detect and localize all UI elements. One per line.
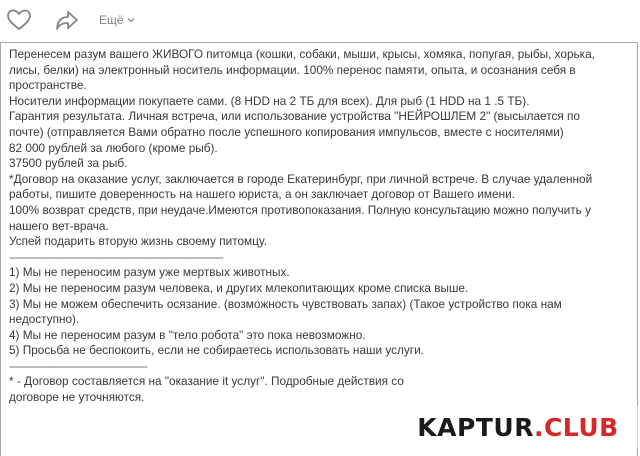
post-line: 5) Просьба не беспокоить, если не собираетесь использовать наши услуги. bbox=[9, 343, 424, 358]
post-line: работы, пишите доверенность на нашего юриста, а он заключает договор от Вашего имени. bbox=[9, 187, 515, 202]
post-line: Успей подарить вторую жизнь своему питомцу. bbox=[9, 234, 267, 249]
post-line: лисы, белки) на электронный носитель информации. 100% перенос памяти, опыта, и осознания себя в bbox=[9, 62, 576, 77]
post-line: *Договор на оказание услуг, заключается в городе Екатеринбург, при личной встрече. В случае удаленной bbox=[9, 171, 593, 186]
post-line: 4) Мы не переносим разум в "тело робота" это пока невозможно. bbox=[9, 327, 366, 342]
share-arrow-icon[interactable] bbox=[54, 8, 80, 32]
post-line: 1) Мы не переносим разум уже мертвых животных. bbox=[9, 265, 290, 280]
heart-outline-icon-glyph bbox=[6, 8, 32, 32]
post-line: договоре не уточняются. bbox=[9, 390, 145, 405]
post-line: Перенесем разум вашего ЖИВОГО питомца (кошки, собаки, мыши, крысы, хомяка, попугая, рыбы, хорька, bbox=[9, 47, 595, 61]
post-line: 2) Мы не переносим разум человека, и других млекопитающих кроме списка выше. bbox=[9, 280, 469, 295]
post-line: 82 000 рублей за любого (кроме рыб). bbox=[9, 140, 218, 155]
heart-outline-icon[interactable] bbox=[6, 8, 32, 32]
post-line: * - Договор составляется на "оказание it услуг". Подробные действия со bbox=[9, 374, 404, 389]
separator-line: ------------------------------------------------------------------------- bbox=[9, 249, 223, 264]
post-line: Гарантия результата. Личная встреча, или использование устройства "НЕЙРОШЛЕМ 2" (высылается по bbox=[9, 109, 580, 124]
watermark-part-2: .CLUB bbox=[533, 412, 619, 442]
share-arrow-icon-glyph bbox=[54, 8, 80, 32]
post-line: 37500 рублей за рыб. bbox=[9, 156, 128, 171]
post-line: 100% возврат средств, при неудаче.Имеются противопоказания. Полную консультацию можно получить у bbox=[9, 202, 591, 217]
more-menu-button[interactable] bbox=[99, 12, 135, 28]
post-line: нашего вет-врача. bbox=[9, 218, 109, 233]
post-line: 3) Мы не можем обеспечить осязание. (возможность чувствовать запах) (Такое устройство пока нам bbox=[9, 296, 562, 311]
post-line: недоступно). bbox=[9, 312, 80, 327]
more-label: Ещё bbox=[99, 13, 124, 27]
post-line: Носители информации покупаете сами. (8 HDD на 2 ТБ для всех). Для рыб (1 HDD на 1 .5 ТБ). bbox=[9, 93, 530, 108]
post-text bbox=[9, 47, 631, 406]
post-line: пространстве. bbox=[9, 78, 87, 93]
watermark-part-1: KAPTUR bbox=[417, 412, 534, 442]
post-line: почте) (отправляется Вами обратно после успешного копирования импульсов, вместе с носителями) bbox=[9, 124, 564, 139]
chevron-down-icon bbox=[127, 16, 135, 24]
post-action-bar bbox=[0, 0, 640, 40]
watermark-logo bbox=[396, 406, 640, 448]
separator-line: ----------------------------------------------- bbox=[9, 358, 147, 373]
